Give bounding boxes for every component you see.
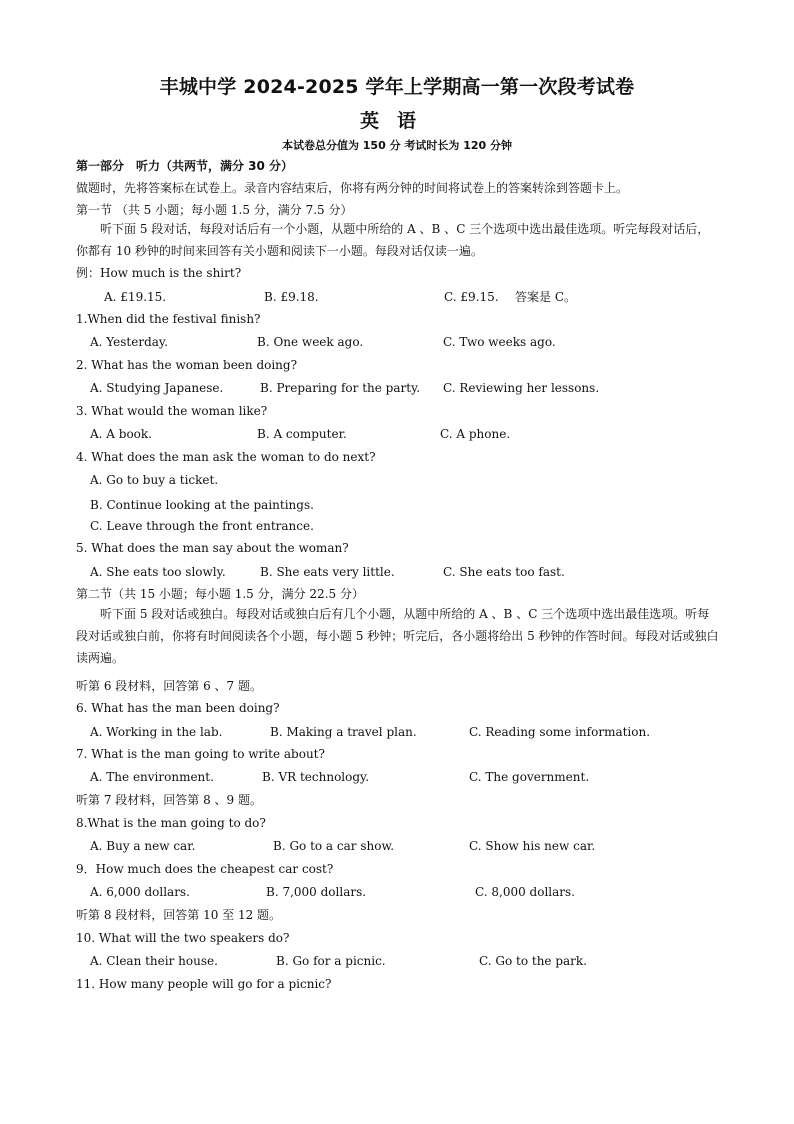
q4-option-a: A. Go to buy a ticket. — [90, 473, 219, 487]
q4-option-b: B. Continue looking at the paintings. — [90, 498, 314, 512]
question-9: 9．How much does the cheapest car cost? — [76, 862, 334, 876]
q4-option-c: C. Leave through the front entrance. — [90, 519, 314, 533]
q3-option-b: B. A computer. — [257, 427, 347, 441]
part1-heading: 第一部分 听力（共两节，满分 30 分） — [76, 159, 294, 173]
example-option-b: B. £9.18. — [264, 290, 319, 304]
question-11: 11. How many people will go for a picnic? — [76, 977, 332, 991]
section1-instruction: 听下面 5 段对话，每段对话后有一个小题，从题中所给的 A 、B 、C 三个选项中选出最佳选项。听完每段对话后，你都有 10 秒钟的时间来回答有关小题和阅读下一小题。每段对话仅读一遍。 — [76, 222, 710, 258]
question-6: 6. What has the man been doing? — [76, 701, 280, 715]
question-7: 7. What is the man going to write about? — [76, 747, 325, 761]
q5-option-b: B. She eats very little. — [260, 565, 395, 579]
q5-option-c: C. She eats too fast. — [443, 565, 565, 579]
material-7-note: 听第 7 段材料，回答第 8 、9 题。 — [76, 793, 262, 807]
q9-option-c: C. 8,000 dollars. — [475, 885, 575, 899]
q2-option-b: B. Preparing for the party. — [260, 381, 421, 395]
section1-heading: 第一节 （共 5 小题；每小题 1.5 分，满分 7.5 分） — [76, 203, 353, 217]
question-1: 1.When did the festival finish? — [76, 312, 261, 326]
part1-instruction: 做题时，先将答案标在试卷上。录音内容结束后，你将有两分钟的时间将试卷上的答案转涂到答题卡上。 — [76, 181, 629, 195]
question-8: 8.What is the man going to do? — [76, 816, 266, 830]
q1-option-a: A. Yesterday. — [90, 335, 168, 349]
exam-title: 丰城中学 2024-2025 学年上学期高一第一次段考试卷 — [159, 76, 635, 98]
q9-option-b: B. 7,000 dollars. — [266, 885, 367, 899]
material-8-note: 听第 8 段材料，回答第 10 至 12 题。 — [76, 908, 282, 922]
question-4: 4. What does the man ask the woman to do next? — [76, 450, 376, 464]
section2-instruction: 听下面 5 段对话或独白。每段对话或独白后有几个小题，从题中所给的 A 、B 、C 三个选项中选出最佳选项。听每段对话或独白前，你将有时间阅读各个小题，每小题 5 秒钟；听完后，各小题将给出 5 秒钟的作答时间。每段对话或独白读两遍。 — [76, 607, 719, 665]
q10-option-b: B. Go for a picnic. — [276, 954, 386, 968]
q10-option-a: A. Clean their house. — [90, 954, 218, 968]
q7-option-a: A. The environment. — [90, 770, 214, 784]
q3-option-c: C. A phone. — [440, 427, 511, 441]
q2-option-c: C. Reviewing her lessons. — [443, 381, 600, 395]
q2-option-a: A. Studying Japanese. — [90, 381, 224, 395]
section2-heading: 第二节（共 15 小题；每小题 1.5 分，满分 22.5 分） — [76, 587, 364, 601]
q9-option-a: A. 6,000 dollars. — [90, 885, 190, 899]
q6-option-c: C. Reading some information. — [469, 725, 651, 739]
q10-option-c: C. Go to the park. — [479, 954, 587, 968]
q6-option-b: B. Making a travel plan. — [270, 725, 417, 739]
subject-title: 英语 — [359, 110, 434, 132]
q6-option-a: A. Working in the lab. — [90, 725, 223, 739]
material-6-note: 听第 6 段材料，回答第 6 、7 题。 — [76, 679, 262, 693]
q5-option-a: A. She eats too slowly. — [90, 565, 226, 579]
q1-option-c: C. Two weeks ago. — [443, 335, 556, 349]
example-option-c: C. £9.15. — [444, 290, 499, 304]
question-2: 2. What has the woman been doing? — [76, 358, 298, 372]
q7-option-b: B. VR technology. — [262, 770, 370, 784]
q7-option-c: C. The government. — [469, 770, 590, 784]
question-10: 10. What will the two speakers do? — [76, 931, 290, 945]
example-answer: 答案是 C。 — [515, 290, 576, 304]
exam-info: 本试卷总分值为 150 分 考试时长为 120 分钟 — [281, 139, 513, 152]
q1-option-b: B. One week ago. — [257, 335, 364, 349]
question-5: 5. What does the man say about the woman? — [76, 541, 349, 555]
q8-option-c: C. Show his new car. — [469, 839, 596, 853]
q8-option-b: B. Go to a car show. — [273, 839, 395, 853]
q3-option-a: A. A book. — [90, 427, 152, 441]
q8-option-a: A. Buy a new car. — [90, 839, 196, 853]
example-question: 例：How much is the shirt? — [76, 266, 242, 280]
example-option-a: A. £19.15. — [104, 290, 167, 304]
question-3: 3. What would the woman like? — [76, 404, 268, 418]
